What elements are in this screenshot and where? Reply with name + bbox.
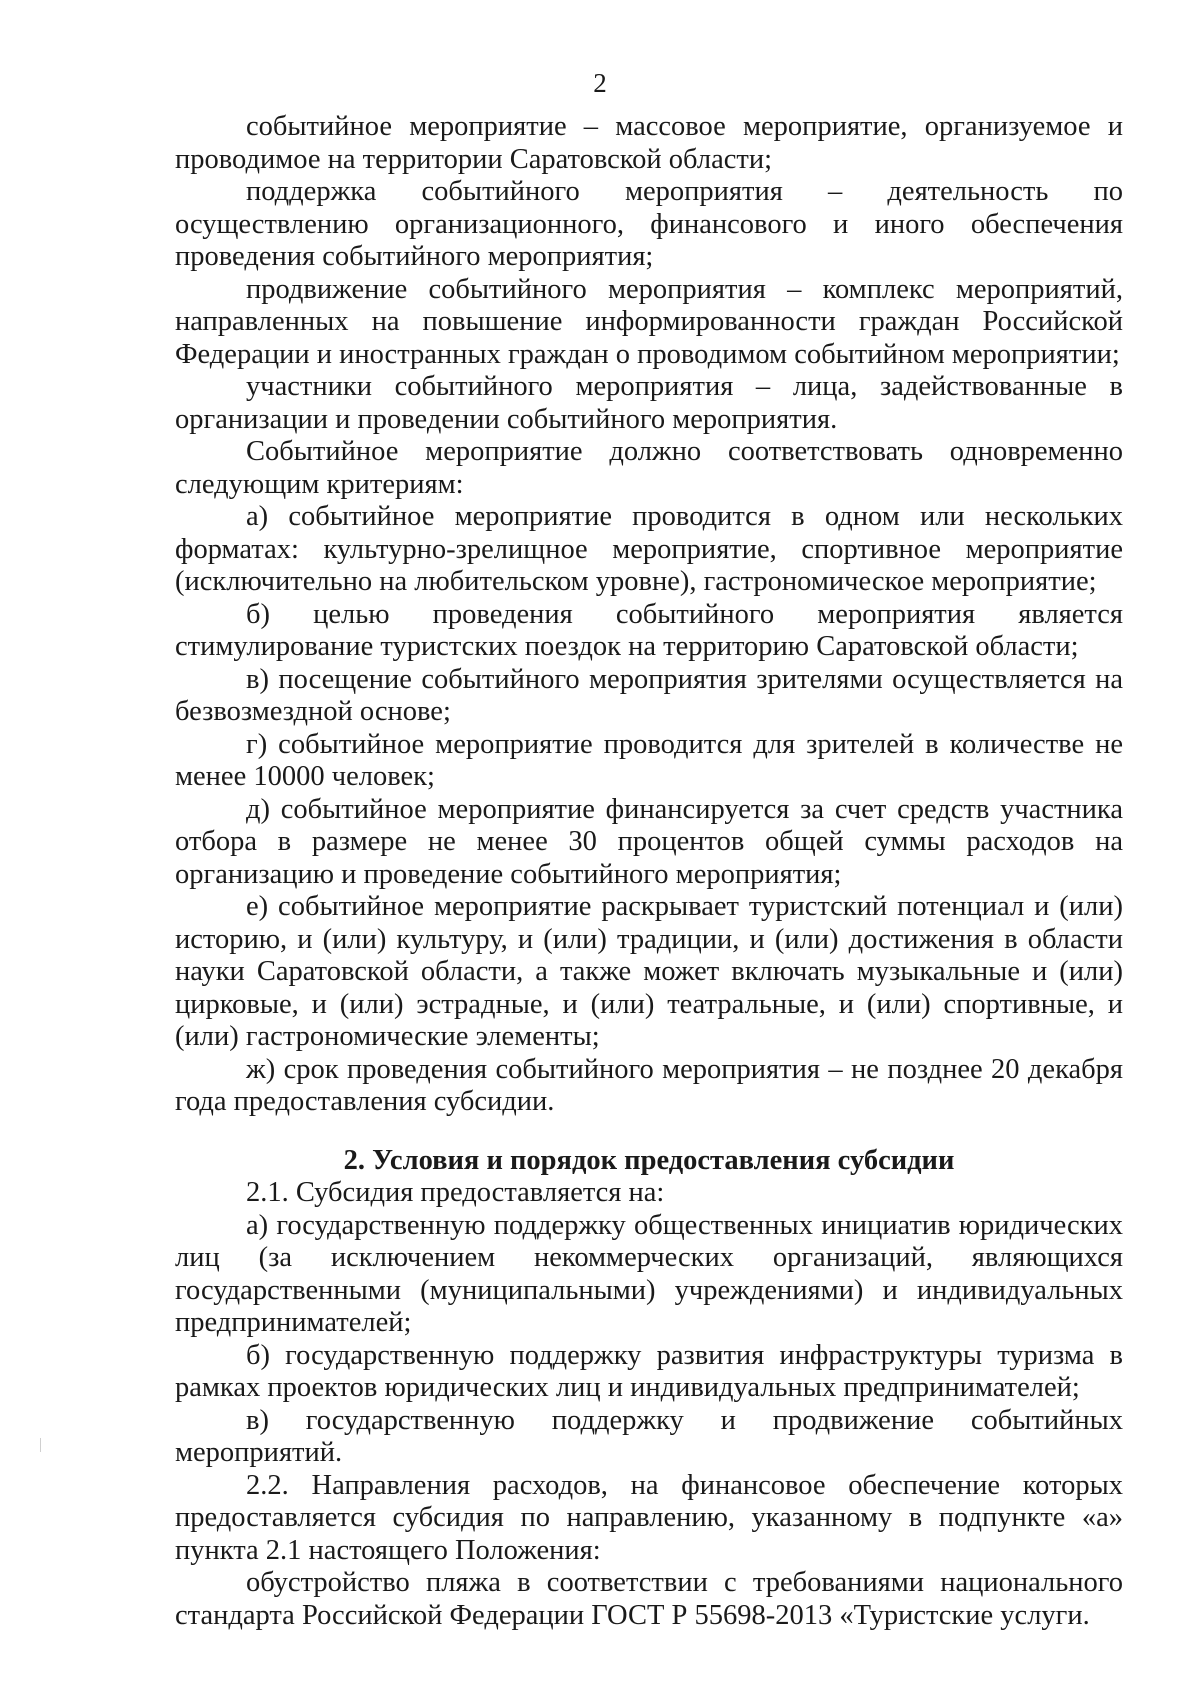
section-paragraph: 2.2. Направления расходов, на финансовое обеспечение которых предоставляется субсидия по направлению, указанному в подпункте «а» пункта 2.1 настоящего Положения: <box>175 1469 1123 1566</box>
criteria-intro-paragraph: Событийное мероприятие должно соответствовать одновременно следующим критериям: <box>175 436 1123 500</box>
criteria-item: в) посещение событийного мероприятия зрителями осуществляется на безвозмездной основе; <box>175 663 1123 727</box>
page-number: 2 <box>593 68 607 98</box>
criteria-item: а) событийное мероприятие проводится в одном или нескольких форматах: культурно-зрелищное мероприятие, спортивное мероприятие (исключительно на любительском уровне), гастрономическое мероприятие; <box>175 501 1123 597</box>
criteria-item: г) событийное мероприятие проводится для зрителей в количестве не менее 10000 человек; <box>175 728 1123 792</box>
criteria-item: б) целью проведения событийного мероприятия является стимулирование туристских поездок на территорию Саратовской области; <box>175 598 1123 662</box>
section-paragraph: б) государственную поддержку развития инфраструктуры туризма в рамках проектов юридических лиц и индивидуальных предпринимателей; <box>175 1339 1123 1403</box>
document-body <box>175 111 1123 1632</box>
definition-paragraph: участники событийного мероприятия – лица, задействованные в организации и проведении событийного мероприятия. <box>175 371 1123 435</box>
scan-margin-mark <box>40 1438 41 1452</box>
definition-paragraph: событийное мероприятие – массовое мероприятие, организуемое и проводимое на территории Саратовской области; <box>175 111 1123 175</box>
section-paragraph: обустройство пляжа в соответствии с требованиями национального стандарта Российской Федерации ГОСТ Р 55698-2013 «Туристские услуги. <box>175 1567 1123 1631</box>
section-paragraph: 2.1. Субсидия предоставляется на: <box>246 1177 665 1208</box>
criteria-item: е) событийное мероприятие раскрывает туристский потенциал и (или) историю, и (или) культуру, и (или) традиции, и (или) достижения в области науки Саратовской области, а также может включать музыкальные и (или) цирковые, и (или) эстрадные, и (или) театральные, и (или) спортивные, и (или) гастрономические элементы; <box>175 891 1123 1052</box>
definition-paragraph: поддержка событийного мероприятия – деятельность по осуществлению организационного, финансового и иного обеспечения проведения событийного мероприятия; <box>175 176 1123 272</box>
definition-paragraph: продвижение событийного мероприятия – комплекс мероприятий, направленных на повышение информированности граждан Российской Федерации и иностранных граждан о проводимом событийном мероприятии; <box>175 273 1123 370</box>
section-paragraph: в) государственную поддержку и продвижение событийных мероприятий. <box>175 1404 1123 1468</box>
section-heading: 2. Условия и порядок предоставления субсидии <box>343 1144 955 1176</box>
criteria-item: ж) срок проведения событийного мероприятия – не позднее 20 декабря года предоставления субсидии. <box>175 1053 1123 1117</box>
criteria-item: д) событийное мероприятие финансируется за счет средств участника отбора в размере не менее 30 процентов общей суммы расходов на организацию и проведение событийного мероприятия; <box>175 793 1123 890</box>
section-paragraph: а) государственную поддержку общественных инициатив юридических лиц (за исключением некоммерческих организаций, являющихся государственными (муниципальными) учреждениями) и индивидуальных предпринимателей; <box>175 1209 1123 1338</box>
